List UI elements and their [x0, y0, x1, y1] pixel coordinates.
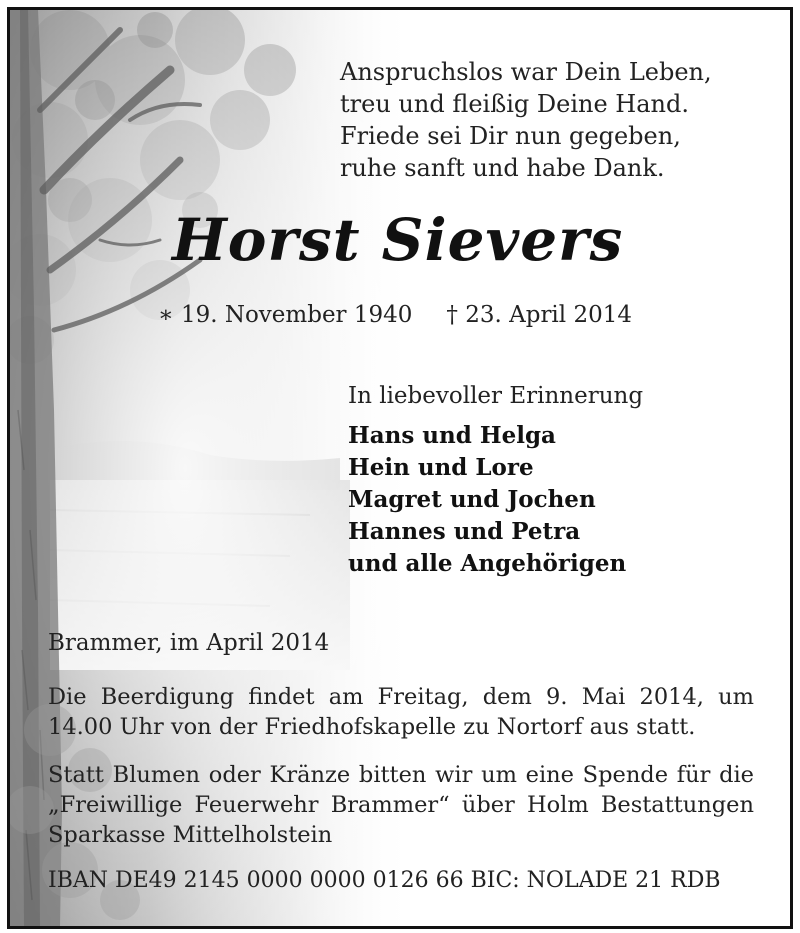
donation-request: Statt Blumen oder Kränze bitten wir um eine Spende für die „Freiwillige Feuerwehr Brammer“ über Holm Bestattungen Sparkasse Mittelholstein — [48, 762, 754, 848]
funeral-notice: Die Beerdigung findet am Freitag, dem 9. Mai 2014, um 14.00 Uhr von der Friedhofskapelle zu Nortorf aus statt. — [48, 684, 754, 740]
poem — [340, 56, 712, 184]
mourner-name: Hannes und Petra — [348, 518, 581, 545]
mourner-name: Magret und Jochen — [348, 486, 596, 513]
life-dates — [158, 302, 632, 328]
poem-line: Friede sei Dir nun gegeben, — [340, 122, 681, 150]
mourner-name: und alle Angehörigen — [348, 550, 627, 577]
birth-date: ∗ 19. November 1940 — [158, 302, 413, 328]
obituary-frame — [7, 7, 793, 929]
poem-line: ruhe sanft und habe Dank. — [340, 154, 665, 182]
deceased-name: Horst Sievers — [172, 206, 624, 274]
memory-intro: In liebevoller Erinnerung — [348, 383, 644, 409]
place-date: Brammer, im April 2014 — [48, 630, 330, 656]
mourner-name: Hans und Helga — [348, 422, 556, 449]
mourner-name: Hein und Lore — [348, 454, 534, 481]
death-date: † 23. April 2014 — [446, 302, 632, 328]
mourners-list — [348, 420, 626, 580]
poem-line: treu und fleißig Deine Hand. — [340, 90, 689, 118]
bank-details: IBAN DE49 2145 0000 0000 0126 66 BIC: NOLADE 21 RDB — [48, 868, 721, 893]
poem-line: Anspruchslos war Dein Leben, — [340, 58, 712, 86]
